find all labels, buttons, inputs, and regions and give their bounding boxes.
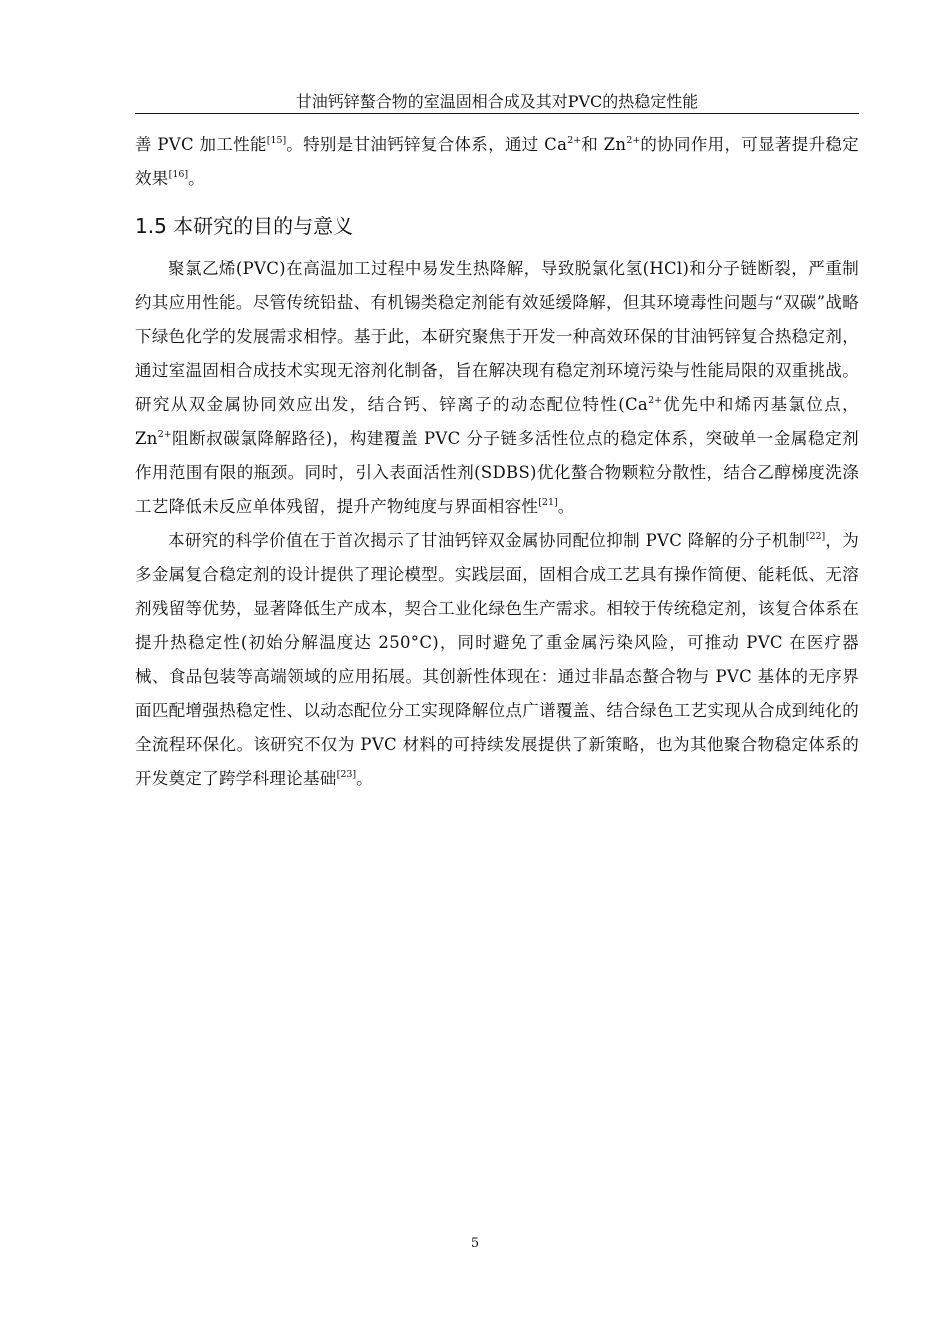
text-run: 本研究的科学价值在于首次揭示了甘油钙锌双金属协同配位抑制 PVC 降解的分子机制 xyxy=(168,531,806,550)
citation-ref: [22] xyxy=(805,531,826,542)
text-run: 善 PVC 加工性能 xyxy=(135,135,267,154)
ion-charge: 2+ xyxy=(567,135,582,146)
running-header: 甘油钙锌螯合物的室温固相合成及其对PVC的热稳定性能 xyxy=(295,92,699,111)
body-paragraph xyxy=(135,524,859,796)
ion-charge: 2+ xyxy=(648,395,663,406)
body-paragraph xyxy=(135,252,859,524)
text-run: 。 xyxy=(557,497,575,516)
citation-ref: [16] xyxy=(168,169,189,180)
header-divider xyxy=(135,113,859,114)
section-heading: 1.5 本研究的目的与意义 xyxy=(135,214,354,238)
text-run: 优先中和烯丙基氯位点，Zn xyxy=(135,395,859,448)
ion-charge: 2+ xyxy=(157,429,172,440)
ion-charge: 2+ xyxy=(626,135,641,146)
text-run: ，为多金属复合稳定剂的设计提供了理论模型。实践层面，固相合成工艺具有操作简便、能耗低、无溶剂残留等优势，显著降低生产成本，契合工业化绿色生产需求。相较于传统稳定剂，该复合体系在提升热稳定性(初始分解温度达 250°C)，同时避免了重金属污染风险，可推动 PVC 在医疗器械、食品包装等高端领域的应用拓展。其创新性体现在：通过非晶态螯合物与 PVC 基体的无序界面匹配增强热稳定性、以动态配位分工实现降解位点广谱覆盖、结合绿色工艺实现从合成到纯化的全流程环保化。该研究不仅为 PVC 材料的可持续发展提供了新策略，也为其他聚合物稳定体系的开发奠定了跨学科理论基础 xyxy=(135,531,859,788)
text-run: 的协同作用，可显著提升稳定效果 xyxy=(135,135,859,188)
page-body xyxy=(135,128,859,796)
text-run: 阻断叔碳氯降解路径)，构建覆盖 PVC 分子链多活性位点的稳定体系，突破单一金属稳定剂作用范围有限的瓶颈。同时，引入表面活性剂(SDBS)优化螯合物颗粒分散性，结合乙醇梯度洗涤工艺降低未反应单体残留，提升产物纯度与界面相容性 xyxy=(135,429,859,516)
citation-ref: [21] xyxy=(538,497,558,508)
citation-ref: [15] xyxy=(266,135,287,146)
text-run: 。 xyxy=(356,769,373,788)
text-run: 。特别是甘油钙锌复合体系，通过 Ca xyxy=(286,135,568,154)
text-run: 聚氯乙烯(PVC)在高温加工过程中易发生热降解，导致脱氯化氢(HCl)和分子链断裂，严重制约其应用性能。尽管传统铅盐、有机锡类稳定剂能有效延缓降解，但其环境毒性问题与“双碳”战略下绿色化学的发展需求相悖。基于此，本研究聚焦于开发一种高效环保的甘油钙锌复合热稳定剂，通过室温固相合成技术实现无溶剂化制备，旨在解决现有稳定剂环境污染与性能局限的双重挑战。研究从双金属协同效应出发，结合钙、锌离子的动态配位特性(Ca xyxy=(135,259,859,414)
page-number: 5 xyxy=(470,1236,480,1251)
citation-ref: [23] xyxy=(336,769,357,780)
text-run: 。 xyxy=(188,169,205,188)
continuation-paragraph xyxy=(135,128,859,196)
text-run: 和 Zn xyxy=(581,135,627,154)
